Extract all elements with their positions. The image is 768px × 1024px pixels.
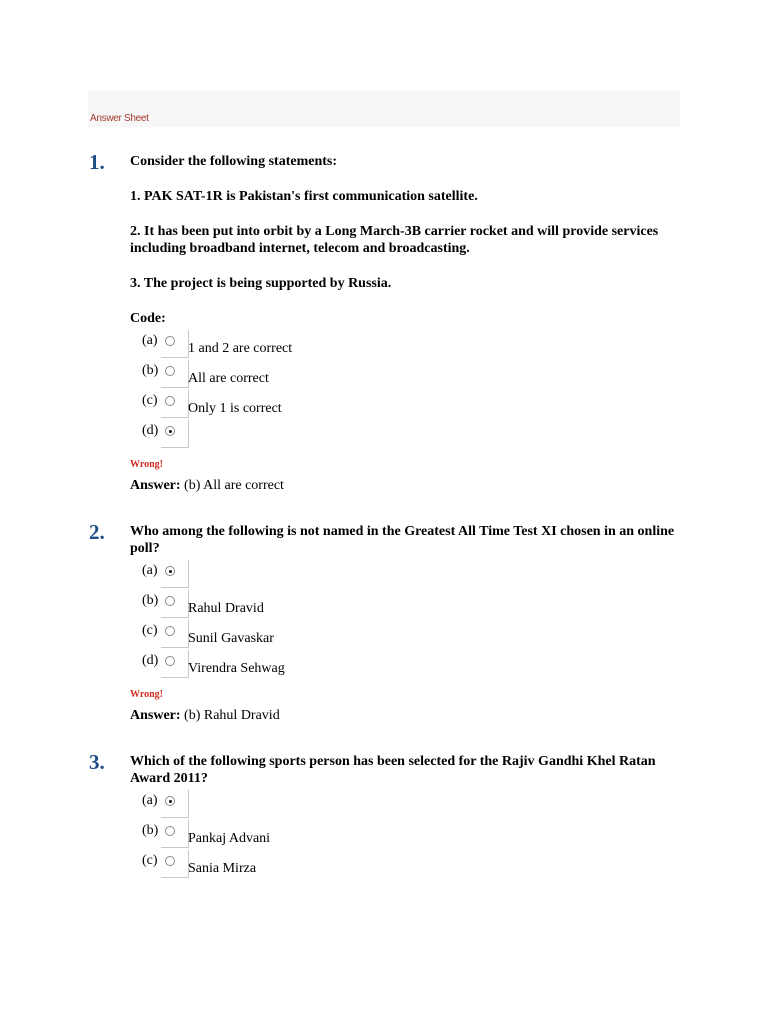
question-text: 3. The project is being supported by Russia.	[130, 276, 392, 291]
question-number: 2.	[89, 520, 105, 544]
option-letter: (b)	[142, 363, 159, 378]
option-letter: (b)	[142, 593, 159, 608]
answer-label: Answer:	[130, 478, 181, 493]
option-list	[130, 563, 685, 683]
correct-answer	[130, 478, 685, 494]
answer-option[interactable]	[130, 333, 685, 363]
answer-option[interactable]	[130, 593, 685, 623]
answer-option[interactable]	[130, 853, 685, 883]
radio-button[interactable]	[165, 826, 175, 836]
radio-button[interactable]	[165, 656, 175, 666]
radio-button[interactable]	[165, 396, 175, 406]
radio-button[interactable]	[165, 566, 175, 576]
option-label: Virendra Sehwag	[188, 661, 285, 676]
question-number: 1.	[89, 150, 105, 174]
correct-answer	[130, 708, 685, 724]
question-body	[130, 753, 685, 883]
option-list	[130, 793, 685, 883]
question-text: Code:	[130, 311, 166, 326]
option-label: Only 1 is correct	[188, 401, 282, 416]
question-number: 3.	[89, 750, 105, 774]
option-letter: (c)	[142, 393, 158, 408]
question-text: 2. It has been put into orbit by a Long March-3B carrier rocket and will provide services including broadband internet, telecom and broadcasting.	[130, 224, 659, 256]
option-label: All are correct	[188, 371, 269, 386]
option-label: Pankaj Advani	[188, 831, 271, 846]
answer-option[interactable]	[130, 423, 685, 453]
question-body	[130, 523, 685, 724]
option-letter: (c)	[142, 623, 158, 638]
answer-sheet-header-bar	[88, 90, 680, 127]
option-list	[130, 333, 685, 453]
option-letter: (d)	[142, 423, 159, 438]
radio-button[interactable]	[165, 596, 175, 606]
radio-button[interactable]	[165, 856, 175, 866]
answer-option[interactable]	[130, 393, 685, 423]
answer-label: Answer:	[130, 708, 181, 723]
radio-button[interactable]	[165, 336, 175, 346]
radio-button[interactable]	[165, 366, 175, 376]
option-label: Sania Mirza	[188, 861, 257, 876]
radio-button[interactable]	[165, 626, 175, 636]
option-letter: (a)	[142, 333, 158, 348]
answer-option[interactable]	[130, 623, 685, 653]
answer-option[interactable]	[130, 563, 685, 593]
option-letter: (a)	[142, 563, 158, 578]
answer-option[interactable]	[130, 653, 685, 683]
question-text: Who among the following is not named in the Greatest All Time Test XI chosen in an online poll?	[130, 524, 675, 556]
question-body	[130, 153, 685, 494]
question-text: Consider the following statements:	[130, 154, 338, 169]
radio-button[interactable]	[165, 426, 175, 436]
radio-button[interactable]	[165, 796, 175, 806]
option-letter: (b)	[142, 823, 159, 838]
option-letter: (a)	[142, 793, 158, 808]
question-text: 1. PAK SAT-1R is Pakistan's first communication satellite.	[130, 189, 478, 204]
answer-value: (b) All are correct	[180, 478, 284, 493]
result-badge: Wrong!	[130, 689, 163, 700]
answer-option[interactable]	[130, 363, 685, 393]
answer-value: (b) Rahul Dravid	[180, 708, 280, 723]
answer-option[interactable]	[130, 823, 685, 853]
option-letter: (d)	[142, 653, 159, 668]
option-letter: (c)	[142, 853, 158, 868]
option-label: Rahul Dravid	[188, 601, 264, 616]
option-label: Sunil Gavaskar	[188, 631, 274, 646]
result-badge: Wrong!	[130, 459, 163, 470]
answer-sheet-title: Answer Sheet	[90, 113, 149, 124]
option-label: 1 and 2 are correct	[188, 341, 293, 356]
answer-option[interactable]	[130, 793, 685, 823]
question-text: Which of the following sports person has been selected for the Rajiv Gandhi Khel Ratan Award 2011?	[130, 754, 656, 786]
